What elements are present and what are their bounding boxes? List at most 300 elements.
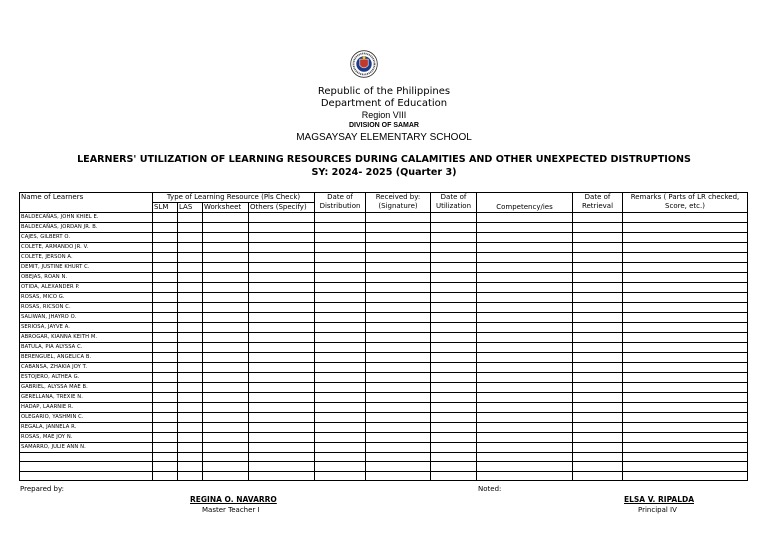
table-cell: [315, 403, 366, 413]
table-cell: [178, 413, 203, 423]
table-cell: [573, 273, 623, 283]
table-cell: [573, 263, 623, 273]
table-cell: [249, 413, 315, 423]
table-cell: [153, 393, 178, 403]
table-cell: [477, 283, 573, 293]
table-cell: [203, 253, 249, 263]
sub-header-worksheet: Worksheet: [203, 203, 249, 213]
table-cell: [623, 453, 748, 462]
table-cell: [366, 453, 431, 462]
col-header-remarks: Remarks ( Parts of LR checked, Score, etc.): [623, 193, 748, 213]
noted-label: Noted:: [478, 485, 502, 493]
deped-seal-icon: [350, 50, 378, 78]
table-row: [20, 423, 748, 433]
table-cell: [249, 223, 315, 233]
table-cell: [573, 233, 623, 243]
table-cell: [249, 323, 315, 333]
table-cell: [178, 243, 203, 253]
table-cell: [431, 253, 477, 263]
learner-name-cell: HADAP, LAARNIE R.: [20, 403, 153, 413]
table-cell: [315, 273, 366, 283]
table-cell: [366, 293, 431, 303]
learner-name-cell: BERENGUEL, ANGELICA B.: [20, 353, 153, 363]
table-cell: [153, 373, 178, 383]
table-cell: [153, 333, 178, 343]
table-cell: [315, 343, 366, 353]
table-cell: [153, 403, 178, 413]
table-cell: [477, 343, 573, 353]
sub-header-las: LAS: [178, 203, 203, 213]
table-cell: [203, 363, 249, 373]
learners-table: [19, 192, 748, 481]
table-cell: [477, 423, 573, 433]
table-cell: [623, 313, 748, 323]
table-cell: [315, 462, 366, 471]
table-cell: [315, 333, 366, 343]
table-cell: [573, 343, 623, 353]
table-cell: [623, 333, 748, 343]
table-cell: [477, 293, 573, 303]
table-cell: [366, 243, 431, 253]
learner-name-cell: BATULA, PIA ALYSSA C.: [20, 343, 153, 353]
table-cell: [366, 373, 431, 383]
table-cell: [153, 453, 178, 462]
table-cell: [249, 471, 315, 480]
table-cell: [623, 323, 748, 333]
table-cell: [249, 383, 315, 393]
table-cell: [203, 403, 249, 413]
header-school: MAGSAYSAY ELEMENTARY SCHOOL: [296, 132, 472, 143]
table-cell: [153, 383, 178, 393]
table-cell: [203, 413, 249, 423]
table-cell: [431, 413, 477, 423]
table-row: [20, 353, 748, 363]
table-row: [20, 303, 748, 313]
table-cell: [477, 303, 573, 313]
learner-name-cell: OBEJAS, ROAN N.: [20, 273, 153, 283]
table-cell: [573, 353, 623, 363]
table-cell: [366, 223, 431, 233]
table-cell: [431, 273, 477, 283]
table-cell: [623, 462, 748, 471]
prepared-by-role: Master Teacher I: [202, 506, 260, 514]
table-cell: [431, 462, 477, 471]
table-cell: [623, 263, 748, 273]
table-cell: [249, 443, 315, 453]
table-cell: [249, 313, 315, 323]
table-cell: [366, 233, 431, 243]
table-cell: [315, 303, 366, 313]
col-header-utilization: Date of Utilization: [431, 193, 477, 213]
table-cell: [623, 343, 748, 353]
table-cell: [477, 313, 573, 323]
table-cell: [573, 223, 623, 233]
table-cell: [431, 313, 477, 323]
learner-name-cell: COLETE, ARMANDO JR. V.: [20, 243, 153, 253]
table-cell: [366, 253, 431, 263]
table-cell: [153, 233, 178, 243]
table-cell: [366, 343, 431, 353]
table-cell: [431, 283, 477, 293]
learner-name-cell: SERIOSA, JAYVE A.: [20, 323, 153, 333]
table-cell: [178, 423, 203, 433]
col-header-retrieval: Date of Retrieval: [573, 193, 623, 213]
table-cell: [178, 353, 203, 363]
table-cell: [477, 213, 573, 223]
table-cell: [431, 303, 477, 313]
table-row: [20, 383, 748, 393]
table-cell: [623, 293, 748, 303]
table-cell: [203, 443, 249, 453]
table-row: [20, 233, 748, 243]
table-cell: [203, 423, 249, 433]
table-cell: [203, 263, 249, 273]
learner-name-cell: SALIWAN, JHAYRO O.: [20, 313, 153, 323]
sub-header-slm: SLM: [153, 203, 178, 213]
table-cell: [178, 233, 203, 243]
table-cell: [315, 223, 366, 233]
table-cell: [315, 471, 366, 480]
table-cell: [431, 263, 477, 273]
table-cell: [431, 383, 477, 393]
noted-name: ELSA V. RIPALDA: [624, 495, 695, 504]
table-cell: [153, 313, 178, 323]
table-cell: [178, 471, 203, 480]
table-row: [20, 403, 748, 413]
table-cell: [573, 303, 623, 313]
table-cell: [178, 313, 203, 323]
table-cell: [203, 273, 249, 283]
prepared-by-name: REGINA O. NAVARRO: [190, 495, 277, 504]
table-cell: [178, 283, 203, 293]
table-cell: [203, 333, 249, 343]
table-cell: [573, 443, 623, 453]
table-cell: [573, 333, 623, 343]
table-cell: [431, 243, 477, 253]
learner-name-cell: ROSAS, MICO G.: [20, 293, 153, 303]
table-cell: [249, 343, 315, 353]
header-republic: Republic of the Philippines: [317, 86, 451, 97]
table-cell: [573, 243, 623, 253]
learners-table-body: [20, 213, 748, 481]
table-cell: [249, 363, 315, 373]
table-cell: [315, 393, 366, 403]
table-row: [20, 313, 748, 323]
table-cell: [153, 213, 178, 223]
table-row: [20, 333, 748, 343]
table-cell: [431, 363, 477, 373]
table-cell: [203, 373, 249, 383]
learner-name-cell: ESTOJERO, ALTHEA G.: [20, 373, 153, 383]
table-cell: [431, 333, 477, 343]
table-cell: [249, 213, 315, 223]
learner-name-cell: CAJES, GILBERT O.: [20, 233, 153, 243]
col-header-distribution: Date of Distribution: [315, 193, 366, 213]
table-cell: [431, 471, 477, 480]
sub-header-others: Others (Specify): [249, 203, 315, 213]
learner-name-cell: [20, 462, 153, 471]
table-cell: [153, 323, 178, 333]
header-department: Department of Education: [320, 98, 448, 109]
table-cell: [249, 433, 315, 443]
table-cell: [249, 303, 315, 313]
table-row: [20, 293, 748, 303]
table-cell: [203, 393, 249, 403]
learner-name-cell: COLETE, JERSON A.: [20, 253, 153, 263]
table-cell: [315, 353, 366, 363]
col-header-received: Received by: (Signature): [366, 193, 431, 213]
table-cell: [153, 443, 178, 453]
learner-name-cell: GABRIEL, ALYSSA MAE B.: [20, 383, 153, 393]
table-cell: [249, 403, 315, 413]
table-cell: [573, 373, 623, 383]
table-cell: [315, 243, 366, 253]
table-cell: [573, 393, 623, 403]
table-cell: [431, 423, 477, 433]
table-cell: [477, 403, 573, 413]
table-cell: [315, 383, 366, 393]
table-cell: [431, 453, 477, 462]
table-cell: [477, 462, 573, 471]
table-cell: [315, 213, 366, 223]
table-cell: [315, 283, 366, 293]
table-cell: [203, 283, 249, 293]
learner-name-cell: [20, 471, 153, 480]
table-cell: [431, 233, 477, 243]
table-cell: [153, 433, 178, 443]
table-cell: [366, 393, 431, 403]
table-cell: [203, 462, 249, 471]
table-cell: [315, 233, 366, 243]
table-cell: [431, 393, 477, 403]
table-cell: [249, 353, 315, 363]
table-cell: [623, 373, 748, 383]
table-cell: [366, 283, 431, 293]
table-cell: [178, 253, 203, 263]
table-cell: [573, 383, 623, 393]
table-cell: [573, 433, 623, 443]
table-row: [20, 433, 748, 443]
table-cell: [477, 353, 573, 363]
table-cell: [623, 403, 748, 413]
table-row: [20, 443, 748, 453]
table-cell: [573, 323, 623, 333]
table-cell: [477, 233, 573, 243]
table-cell: [315, 263, 366, 273]
table-cell: [366, 323, 431, 333]
table-cell: [623, 423, 748, 433]
table-cell: [315, 293, 366, 303]
table-cell: [178, 333, 203, 343]
table-row: [20, 413, 748, 423]
learner-name-cell: GERELLANA, TREXIE N.: [20, 393, 153, 403]
learner-name-cell: ABROGAR, KIANNA KEITH M.: [20, 333, 153, 343]
table-cell: [178, 403, 203, 413]
table-cell: [431, 343, 477, 353]
table-cell: [178, 263, 203, 273]
learner-name-cell: SAMARRO, JULIE ANN N.: [20, 443, 153, 453]
table-cell: [153, 471, 178, 480]
table-row: [20, 253, 748, 263]
table-row: [20, 453, 748, 462]
table-cell: [153, 413, 178, 423]
table-cell: [178, 443, 203, 453]
table-cell: [315, 443, 366, 453]
table-cell: [366, 413, 431, 423]
table-cell: [203, 323, 249, 333]
table-cell: [573, 313, 623, 323]
table-cell: [477, 471, 573, 480]
table-row: [20, 363, 748, 373]
table-cell: [178, 462, 203, 471]
table-cell: [203, 343, 249, 353]
table-cell: [178, 433, 203, 443]
table-cell: [366, 333, 431, 343]
table-cell: [623, 363, 748, 373]
table-cell: [431, 353, 477, 363]
table-cell: [623, 303, 748, 313]
table-row: [20, 213, 748, 223]
table-row: [20, 283, 748, 293]
table-cell: [573, 253, 623, 263]
table-row: [20, 323, 748, 333]
table-row: [20, 243, 748, 253]
table-cell: [153, 273, 178, 283]
learner-name-cell: OTIDA, ALEXANDER P.: [20, 283, 153, 293]
table-cell: [315, 373, 366, 383]
table-cell: [573, 283, 623, 293]
table-cell: [178, 373, 203, 383]
table-cell: [477, 373, 573, 383]
table-cell: [623, 383, 748, 393]
table-cell: [477, 393, 573, 403]
learner-name-cell: [20, 453, 153, 462]
table-cell: [249, 373, 315, 383]
table-cell: [477, 243, 573, 253]
table-cell: [366, 383, 431, 393]
learner-name-cell: OLEGARIO, YASHMIN C.: [20, 413, 153, 423]
table-cell: [477, 363, 573, 373]
table-cell: [203, 243, 249, 253]
table-cell: [249, 423, 315, 433]
table-cell: [366, 433, 431, 443]
table-cell: [477, 413, 573, 423]
table-cell: [477, 443, 573, 453]
table-cell: [178, 273, 203, 283]
noted-role: Principal IV: [638, 506, 677, 514]
table-cell: [573, 462, 623, 471]
table-cell: [623, 443, 748, 453]
table-cell: [366, 353, 431, 363]
table-cell: [249, 253, 315, 263]
table-cell: [153, 223, 178, 233]
learner-name-cell: CABANSA, ZHAKIA JOY T.: [20, 363, 153, 373]
table-cell: [366, 443, 431, 453]
table-cell: [477, 273, 573, 283]
table-cell: [315, 433, 366, 443]
table-row: [20, 273, 748, 283]
table-cell: [203, 471, 249, 480]
table-row: [20, 373, 748, 383]
table-cell: [431, 403, 477, 413]
table-row: [20, 462, 748, 471]
table-cell: [203, 313, 249, 323]
learner-name-cell: ROSAS, RICSON C.: [20, 303, 153, 313]
table-cell: [366, 462, 431, 471]
table-cell: [249, 462, 315, 471]
table-cell: [573, 453, 623, 462]
table-cell: [249, 273, 315, 283]
table-cell: [178, 303, 203, 313]
learner-name-cell: REGALA, JANNELA R.: [20, 423, 153, 433]
table-cell: [623, 353, 748, 363]
table-cell: [431, 373, 477, 383]
table-cell: [203, 293, 249, 303]
table-cell: [366, 263, 431, 273]
table-cell: [178, 223, 203, 233]
table-cell: [623, 273, 748, 283]
table-cell: [366, 313, 431, 323]
table-cell: [477, 263, 573, 273]
table-cell: [249, 283, 315, 293]
table-cell: [573, 363, 623, 373]
table-cell: [249, 243, 315, 253]
table-cell: [477, 433, 573, 443]
table-cell: [178, 383, 203, 393]
table-cell: [366, 403, 431, 413]
table-cell: [431, 213, 477, 223]
table-cell: [573, 213, 623, 223]
table-cell: [153, 253, 178, 263]
table-cell: [153, 293, 178, 303]
table-cell: [623, 283, 748, 293]
table-cell: [623, 243, 748, 253]
table-cell: [366, 303, 431, 313]
table-cell: [203, 383, 249, 393]
table-cell: [573, 413, 623, 423]
table-cell: [477, 383, 573, 393]
table-cell: [366, 273, 431, 283]
table-cell: [153, 243, 178, 253]
table-cell: [315, 423, 366, 433]
table-cell: [431, 433, 477, 443]
header-region: Region VIII: [361, 110, 407, 120]
table-cell: [315, 313, 366, 323]
header-division: DIVISION OF SAMAR: [348, 122, 419, 129]
table-cell: [431, 323, 477, 333]
table-cell: [623, 233, 748, 243]
table-cell: [366, 423, 431, 433]
table-cell: [249, 393, 315, 403]
table-row: [20, 343, 748, 353]
table-cell: [153, 363, 178, 373]
table-cell: [477, 453, 573, 462]
table-cell: [366, 471, 431, 480]
prepared-by-label: Prepared by:: [20, 485, 64, 493]
table-cell: [477, 323, 573, 333]
table-cell: [249, 263, 315, 273]
learner-name-cell: DEMIT, JUSTINE KHURT C.: [20, 263, 153, 273]
table-cell: [477, 223, 573, 233]
table-row: [20, 223, 748, 233]
col-header-name: Name of Learners: [20, 193, 153, 213]
table-cell: [623, 471, 748, 480]
table-cell: [178, 323, 203, 333]
learner-name-cell: ROSAS, MAE JOY N.: [20, 433, 153, 443]
table-cell: [573, 293, 623, 303]
table-cell: [249, 453, 315, 462]
table-row: [20, 393, 748, 403]
